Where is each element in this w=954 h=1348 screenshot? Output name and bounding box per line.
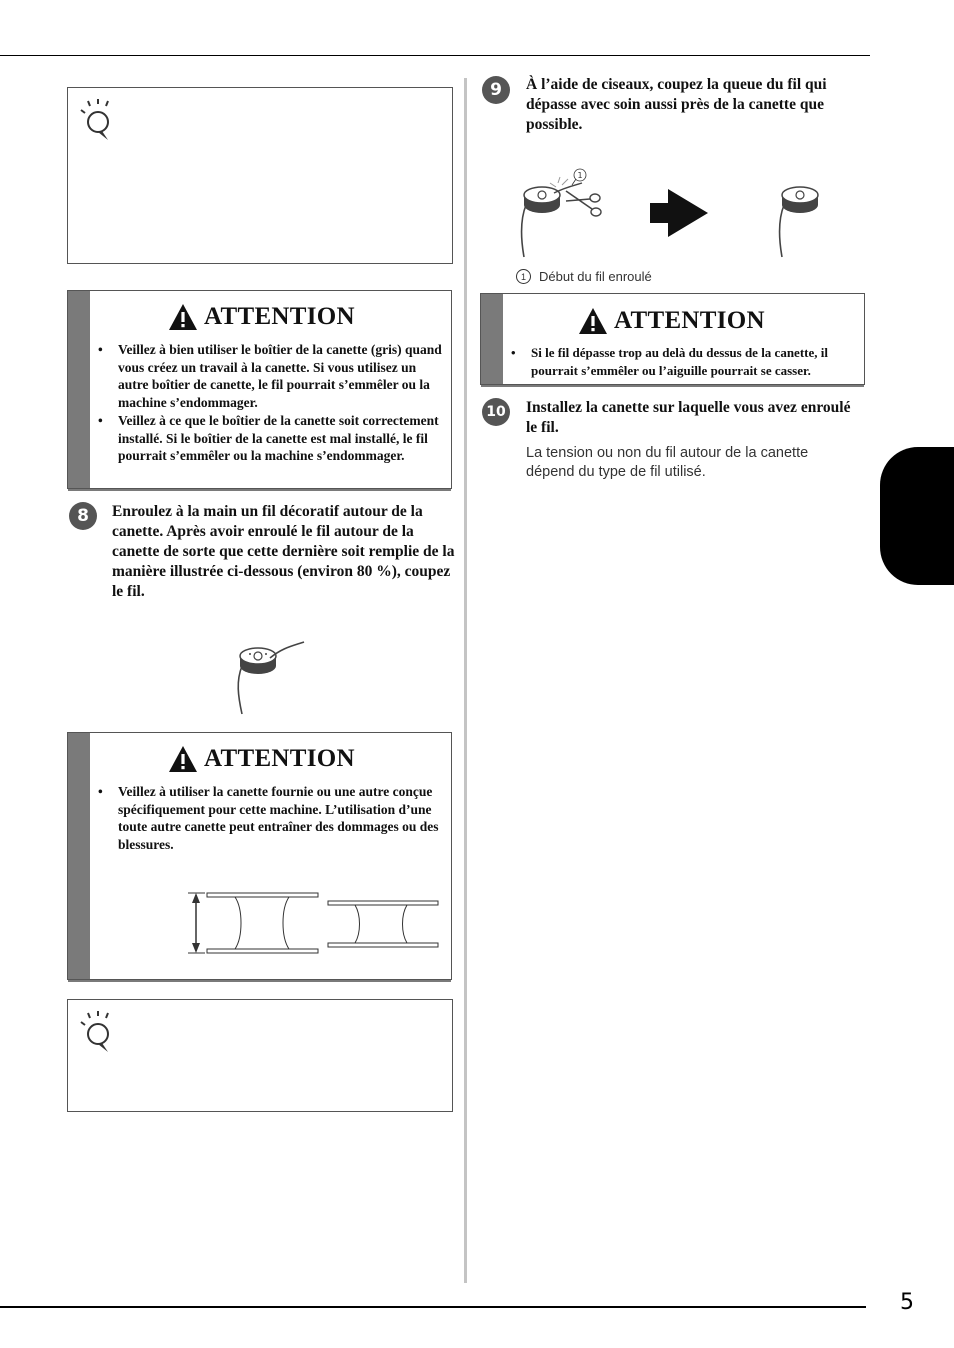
callout-label (516, 269, 652, 284)
caution-list (511, 344, 861, 379)
caution-item: • Veillez à utiliser la canette fournie ou une autre conçue spécifiquement pour cette machine. L’utilisation d’une toute autre canette peut entraîner des dommages ou des blessures. (98, 783, 444, 854)
caution-item: • Veillez à ce que le boîtier de la canette soit correctement installé. Si le boîtier de la canette est mal installé, le fil pourrait s’emmêler ou la machine s’endommager. (98, 412, 444, 465)
caution-item: • Veillez à bien utiliser le boîtier de la canette (gris) quand vous créez un travail à la canette. Si vous utilisez un autre boîtier de canette, le fil pourrait s’emmêler ou la machine s’endommager. (98, 341, 444, 412)
cut-thread-illustration (510, 165, 840, 263)
caution-item: • Si le fil dépasse trop au delà du dessus de la canette, il pourrait s’emmêler ou l’aiguille pourrait se casser. (511, 344, 861, 379)
caution-box-2 (67, 732, 452, 980)
caution-bottom-line (68, 980, 451, 982)
caution-list (98, 783, 444, 854)
caution-header (578, 307, 765, 335)
memo-box-2 (67, 999, 453, 1112)
caution-box-3 (480, 293, 865, 385)
top-rule (0, 55, 870, 56)
step-number-badge: 8 (69, 502, 97, 530)
caution-side-bar (481, 294, 503, 384)
bottom-rule (0, 1306, 866, 1308)
callout-text: Début du fil enroulé (539, 269, 652, 284)
caution-bottom-line (68, 489, 451, 491)
chapter-side-tab (880, 447, 954, 585)
caution-title: ATTENTION (614, 307, 765, 334)
page-number: 5 (900, 1290, 914, 1315)
warning-triangle-icon (168, 303, 198, 331)
column-divider (464, 78, 467, 1283)
warning-triangle-icon (168, 745, 198, 773)
bobbin-height-diagram (183, 889, 443, 957)
step-note: La tension ou non du fil autour de la canette dépend du type de fil utilisé. (526, 445, 809, 480)
memo-note-icon (78, 98, 112, 142)
step-instruction: Installez la canette sur laquelle vous avez enroulé le fil. (526, 399, 851, 436)
memo-note-icon (78, 1010, 112, 1054)
caution-bottom-line (481, 385, 864, 387)
caution-title: ATTENTION (204, 745, 355, 772)
step-instruction: À l’aide de ciseaux, coupez la queue du fil qui dépasse avec soin aussi près de la canette que possible. (526, 76, 827, 133)
caution-title: ATTENTION (204, 303, 355, 330)
caution-list (98, 341, 444, 465)
callout-number: 1 (577, 171, 583, 180)
wound-bobbin-illustration (230, 636, 310, 718)
callout-number: 1 (516, 269, 531, 284)
step-number-badge: 9 (482, 76, 510, 104)
step-instruction: Enroulez à la main un fil décoratif autour de la canette. Après avoir enroulé le fil autour de la canette de sorte que cette dernière soit remplie de la manière illustrée ci-dessous (environ 80 %), coupez le fil. (112, 503, 455, 600)
caution-side-bar (68, 291, 90, 488)
caution-header (168, 303, 355, 331)
step-number-badge: 10 (482, 398, 510, 426)
caution-header (168, 745, 355, 773)
memo-box-1 (67, 87, 453, 264)
warning-triangle-icon (578, 307, 608, 335)
caution-box-1 (67, 290, 452, 489)
caution-side-bar (68, 733, 90, 979)
